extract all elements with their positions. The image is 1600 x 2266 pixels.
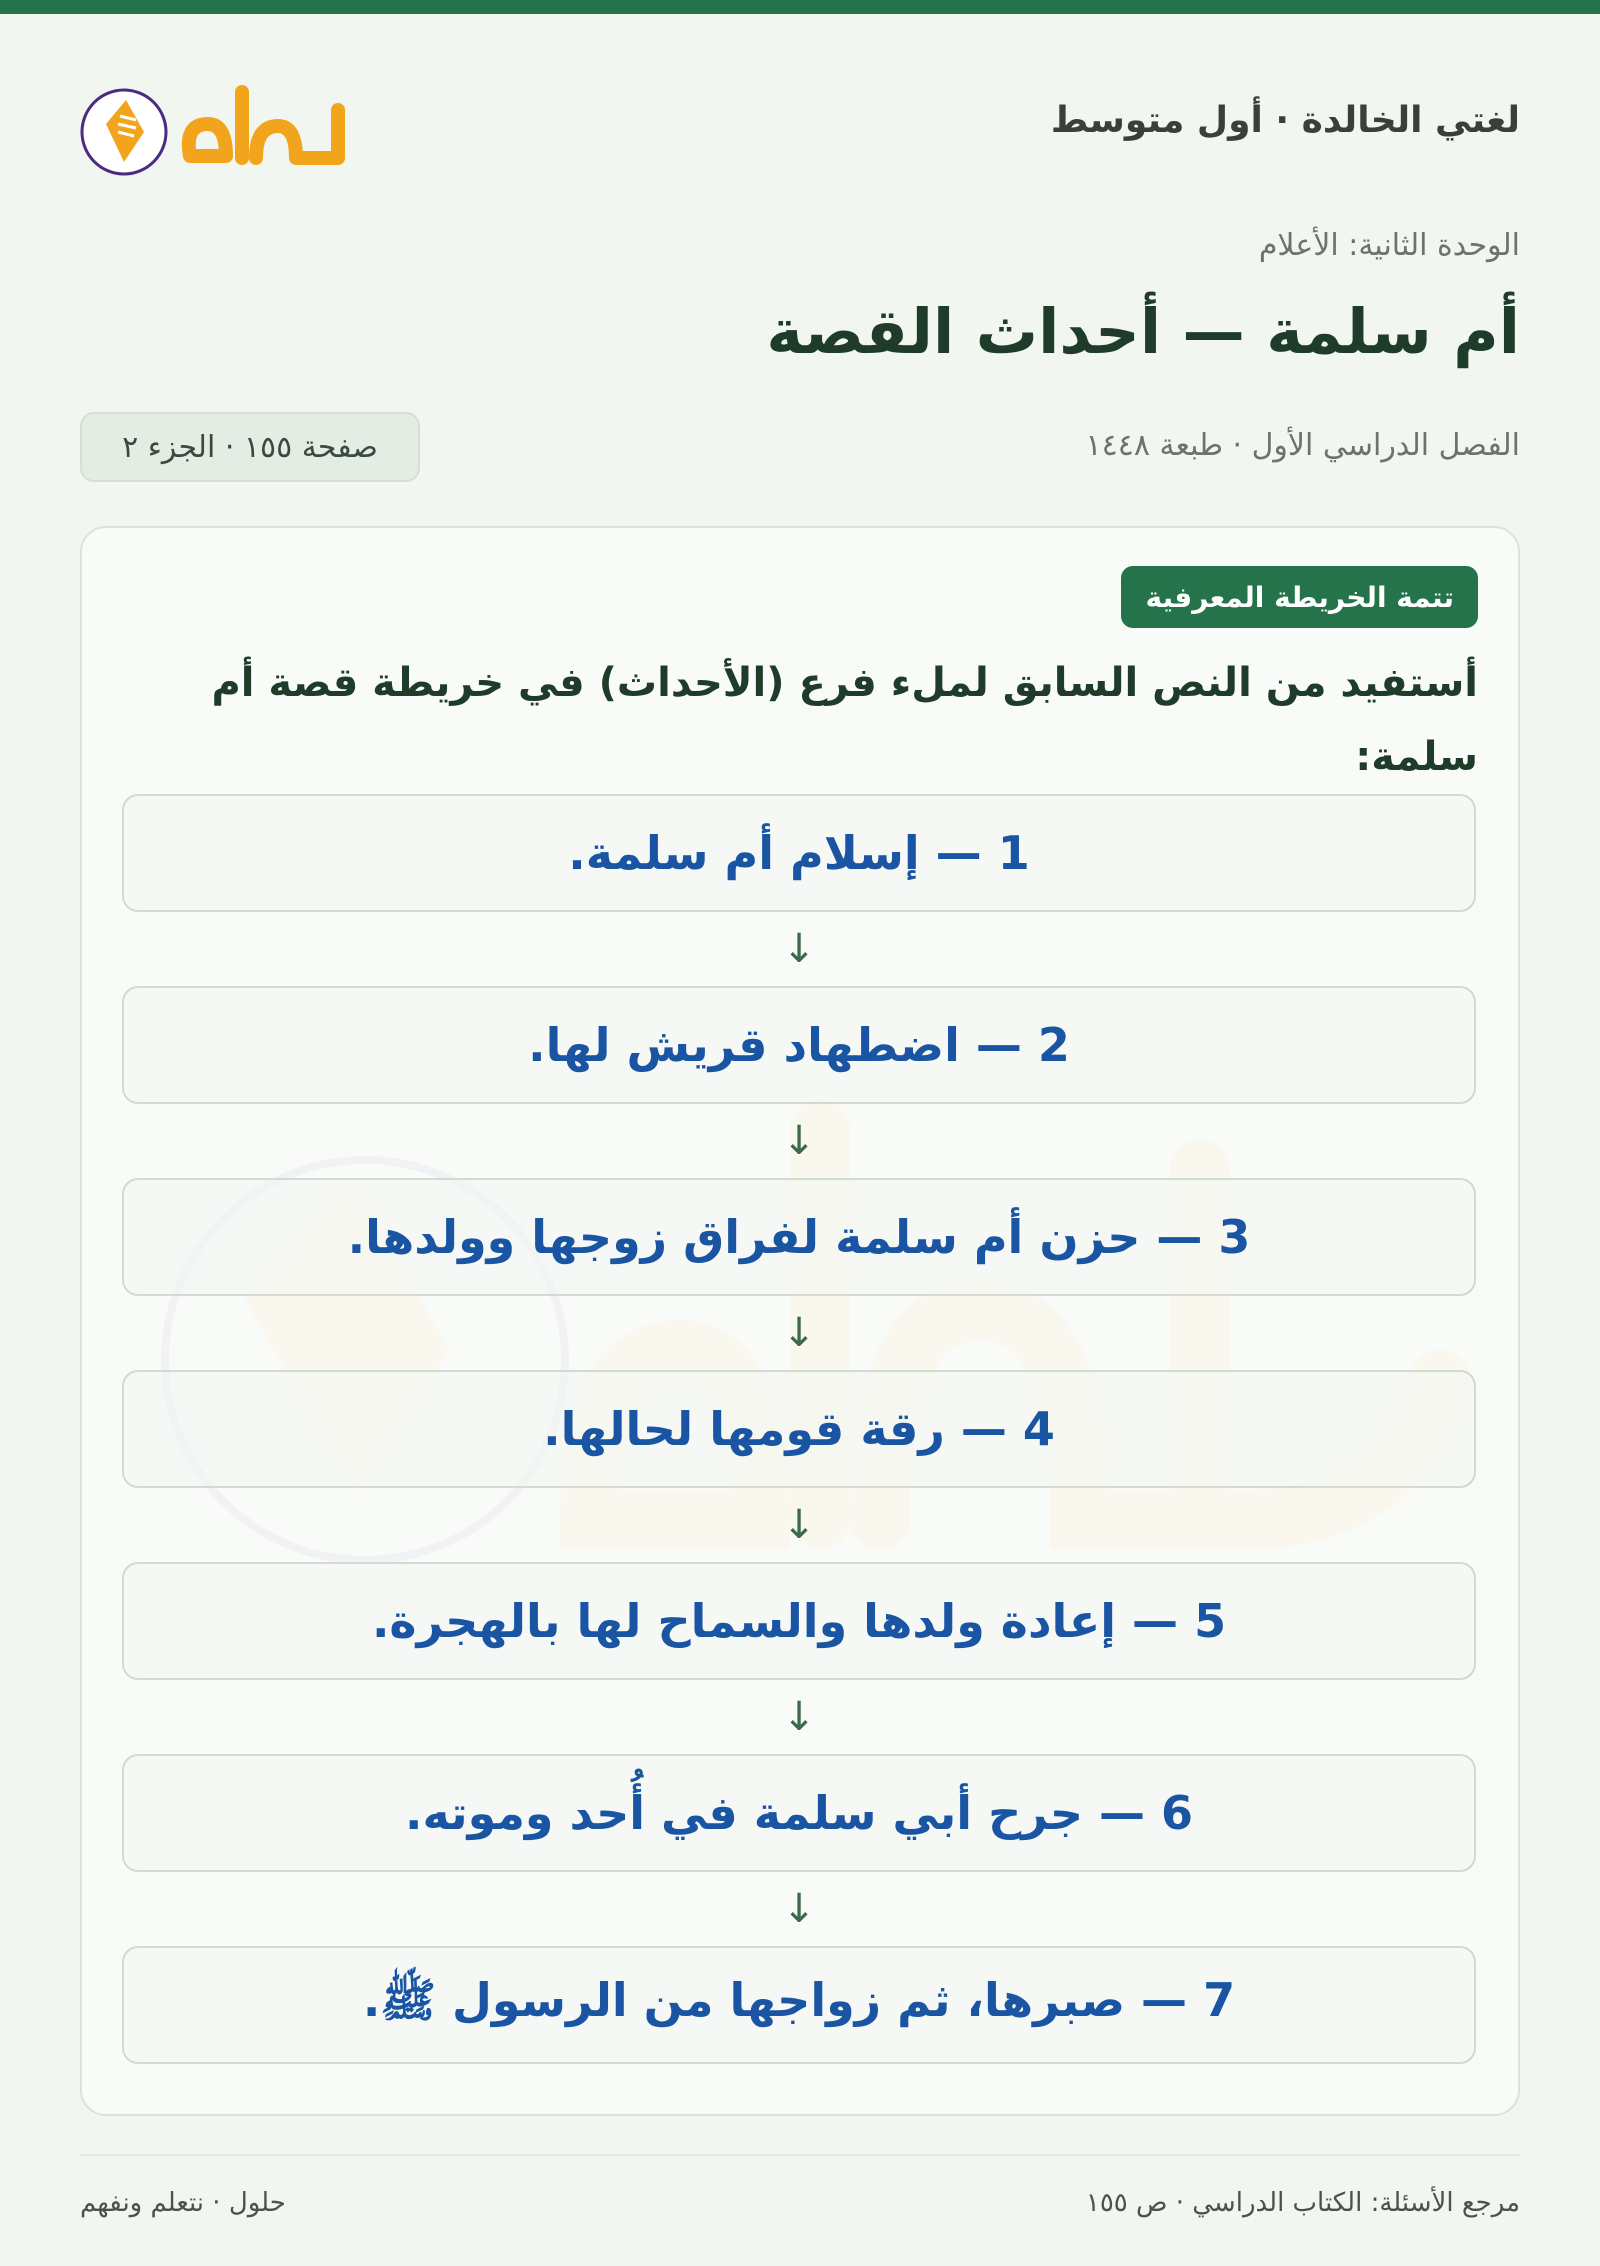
section-tag: تتمة الخريطة المعرفية xyxy=(1121,566,1478,628)
down-arrow-icon: ↓ xyxy=(782,926,816,972)
event-box-6: 6 — جرح أبي سلمة في أُحد وموته. xyxy=(122,1754,1476,1872)
down-arrow-icon: ↓ xyxy=(782,1118,816,1164)
knowledge-map-card xyxy=(80,526,1520,2116)
semester-label: الفصل الدراسي الأول · طبعة ١٤٤٨ xyxy=(1085,428,1520,463)
hulul-logo-icon xyxy=(80,70,360,180)
footer-divider xyxy=(80,2154,1520,2156)
event-box-2: 2 — اضطهاد قريش لها. xyxy=(122,986,1476,1104)
footer-reference: مرجع الأسئلة: الكتاب الدراسي · ص ١٥٥ xyxy=(1085,2188,1520,2218)
down-arrow-icon: ↓ xyxy=(782,1310,816,1356)
hulul-logo xyxy=(80,70,360,180)
page-title: أم سلمة — أحداث القصة xyxy=(766,295,1520,368)
down-arrow-icon: ↓ xyxy=(782,1502,816,1548)
down-arrow-icon: ↓ xyxy=(782,1886,816,1932)
top-accent-bar xyxy=(0,0,1600,14)
instruction-text: أستفيد من النص السابق لملء فرع (الأحداث) في خريطة قصة أم سلمة: xyxy=(211,660,1478,780)
footer-brand: حلول · نتعلم ونفهم xyxy=(80,2188,286,2218)
event-box-5: 5 — إعادة ولدها والسماح لها بالهجرة. xyxy=(122,1562,1476,1680)
event-box-3: 3 — حزن أم سلمة لفراق زوجها وولدها. xyxy=(122,1178,1476,1296)
header xyxy=(80,70,1520,180)
book-title: لغتي الخالدة · أول متوسط xyxy=(1050,100,1520,141)
page-info-badge: صفحة ١٥٥ · الجزء ٢ xyxy=(80,412,420,482)
unit-label: الوحدة الثانية: الأعلام xyxy=(1258,228,1520,263)
event-box-4: 4 — رقة قومها لحالها. xyxy=(122,1370,1476,1488)
down-arrow-icon: ↓ xyxy=(782,1694,816,1740)
event-box-7: 7 — صبرها، ثم زواجها من الرسول ﷺ. xyxy=(122,1946,1476,2064)
event-box-1: 1 — إسلام أم سلمة. xyxy=(122,794,1476,912)
